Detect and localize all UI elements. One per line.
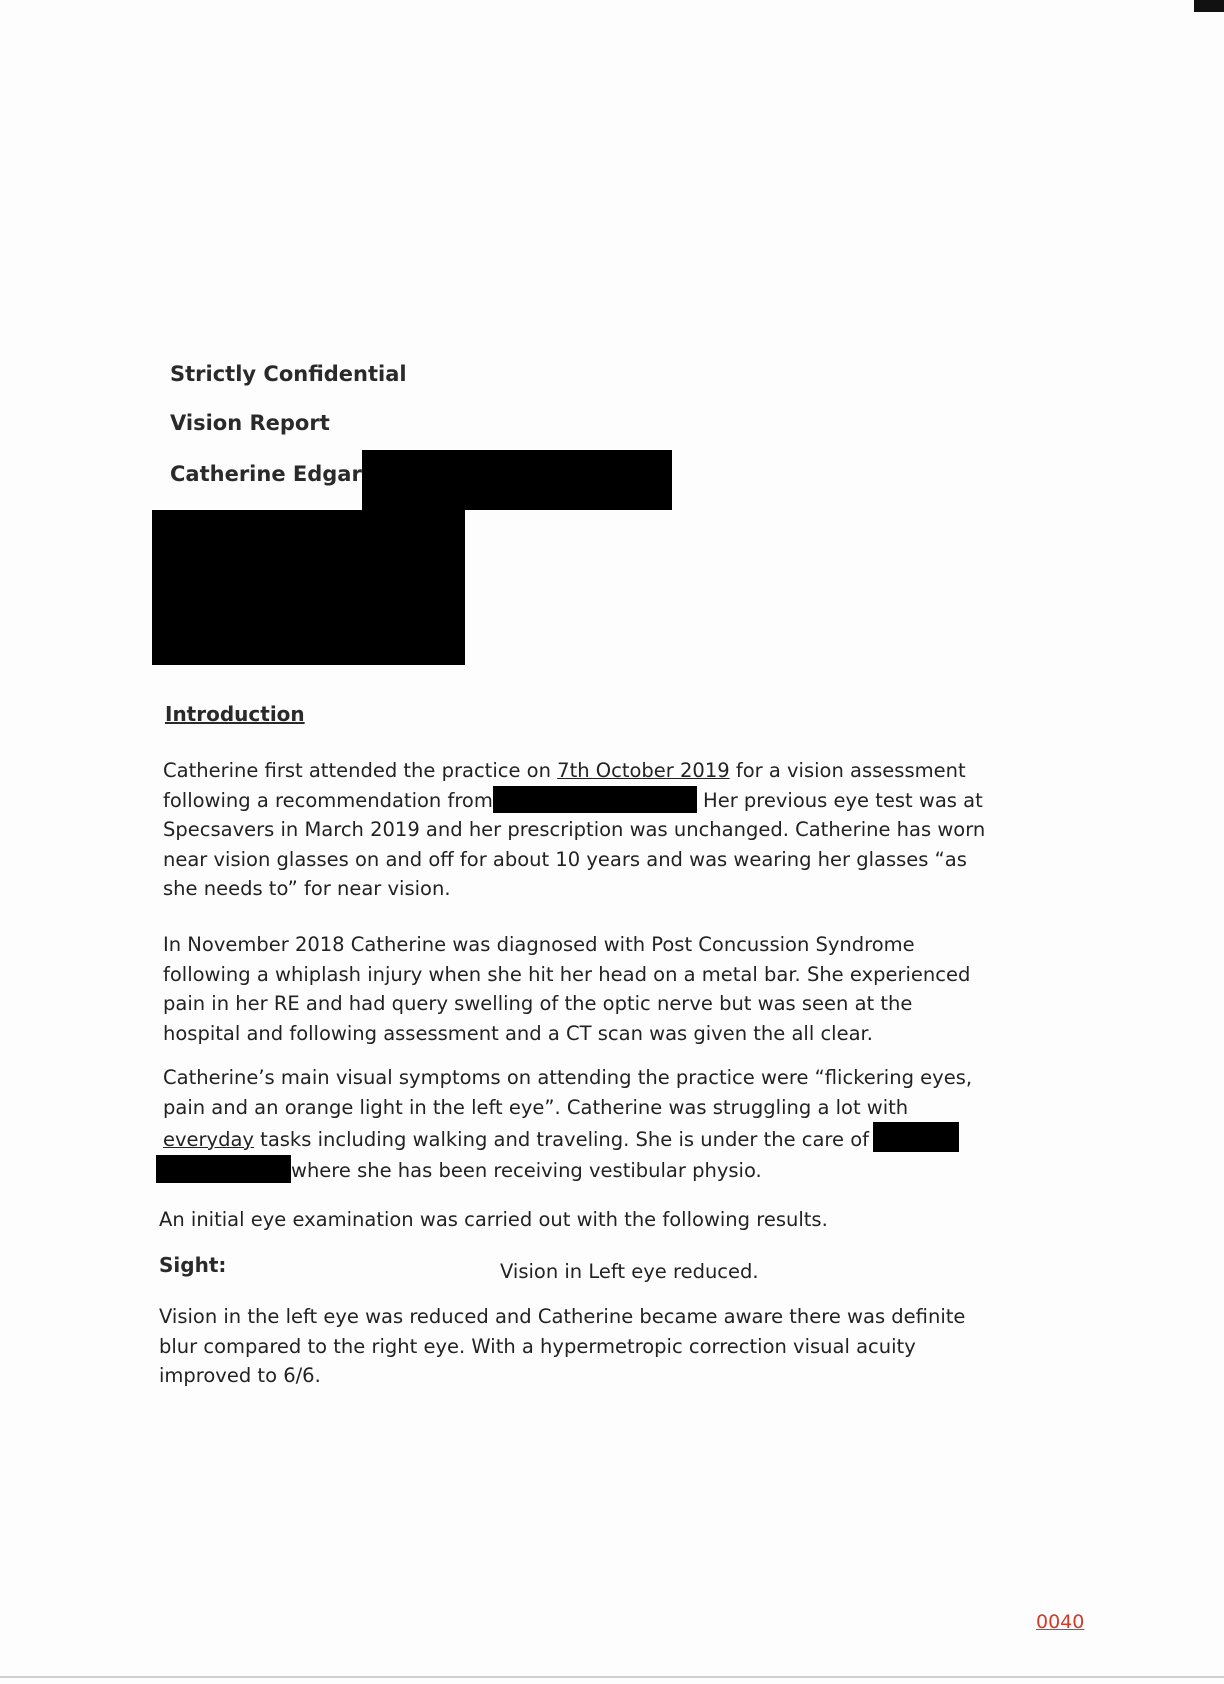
text-line: Catherine’s main visual symptoms on attending the practice were “flickering eyes, — [163, 1066, 973, 1089]
intro-paragraph-2 — [163, 930, 1023, 1048]
redaction-block — [156, 1155, 291, 1183]
scan-edge-line — [0, 1676, 1224, 1678]
text-line: she needs to” for near vision. — [163, 877, 451, 900]
scan-mark — [1194, 0, 1224, 12]
sight-paragraph — [159, 1302, 1019, 1391]
text-line: near vision glasses on and off for about 10 years and was wearing her glasses “as — [163, 847, 967, 871]
redaction-block — [493, 786, 697, 813]
text-line: where she has been receiving vestibular physio. — [163, 1155, 1023, 1186]
sight-label: Sight: — [159, 1253, 227, 1277]
text-line: everyday tasks including walking and traveling. She is under the care of — [163, 1122, 1023, 1155]
text-line: following a recommendation from Her previous eye test was at — [163, 786, 1023, 816]
text-line: Catherine first attended the practice on 7th October 2019 for a vision assessment — [163, 759, 966, 782]
text-line: Specsavers in March 2019 and her prescription was unchanged. Catherine has worn — [163, 818, 986, 841]
intro-paragraph-4: An initial eye examination was carried out with the following results. — [159, 1208, 828, 1231]
intro-paragraph-1 — [163, 756, 1023, 904]
page-number: 0040 — [1036, 1611, 1085, 1633]
sight-value: Vision in Left eye reduced. — [500, 1260, 759, 1283]
text-line: hospital and following assessment and a CT scan was given the all clear. — [163, 1021, 873, 1045]
text-line: improved to 6/6. — [159, 1364, 321, 1387]
text-line: Vision in the left eye was reduced and Catherine became aware there was definite — [159, 1305, 966, 1328]
patient-name: Catherine Edgar — [170, 462, 362, 486]
confidential-label: Strictly Confidential — [170, 362, 407, 386]
text-line: In November 2018 Catherine was diagnosed with Post Concussion Syndrome — [163, 933, 915, 956]
text-line: pain and an orange light in the left eye”. Catherine was struggling a lot with — [163, 1095, 909, 1119]
text-line: pain in her RE and had query swelling of the optic nerve but was seen at the — [163, 992, 913, 1015]
text-line: following a whiplash injury when she hit her head on a metal bar. She experienced — [163, 962, 971, 986]
redaction-block — [152, 510, 465, 665]
redaction-block — [362, 450, 672, 510]
report-title: Vision Report — [170, 411, 330, 435]
redaction-block — [873, 1122, 959, 1152]
intro-paragraph-3 — [163, 1063, 1023, 1185]
text-line: blur compared to the right eye. With a hypermetropic correction visual acuity — [159, 1334, 916, 1358]
section-heading-introduction: Introduction — [165, 702, 305, 726]
